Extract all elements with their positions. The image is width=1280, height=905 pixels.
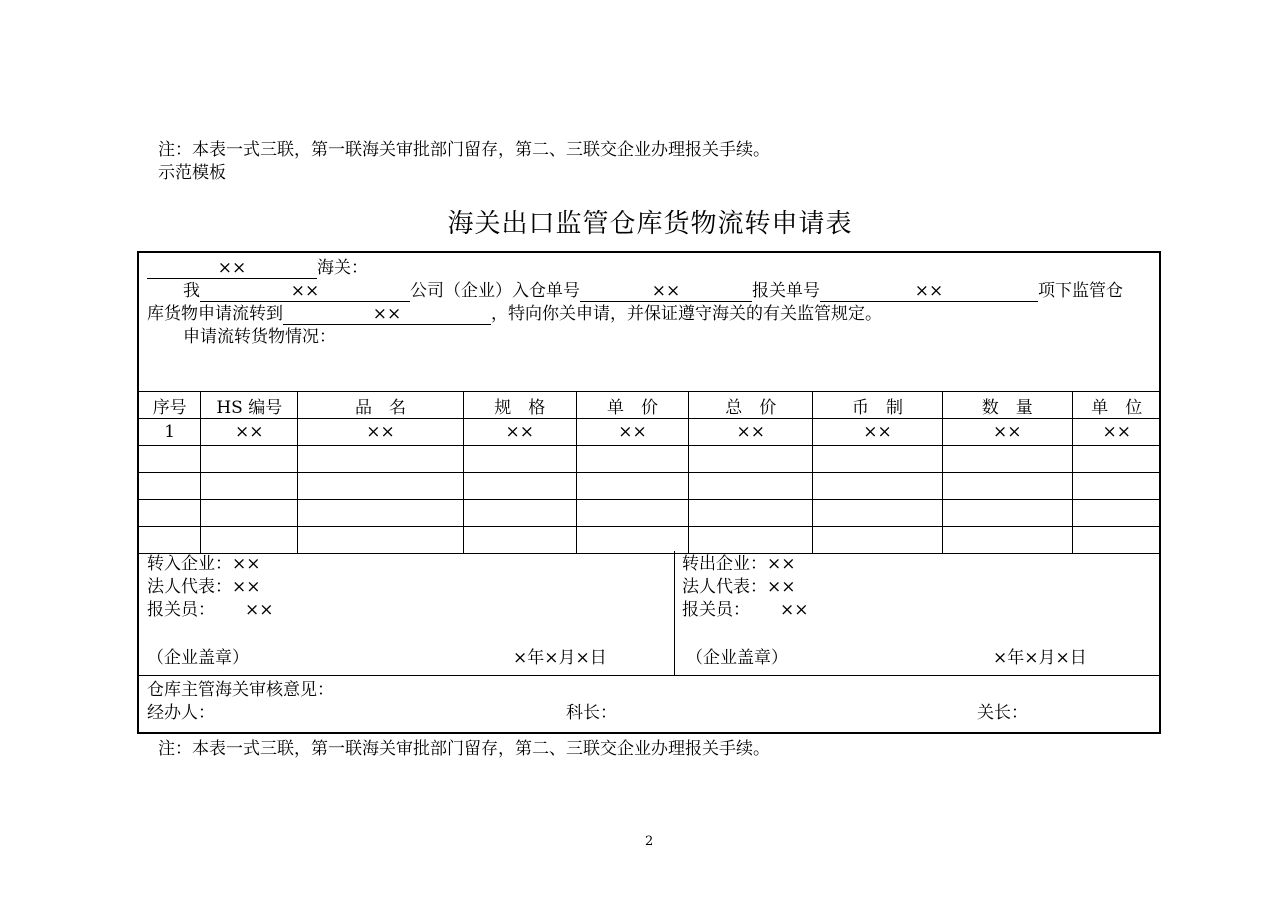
table-cell [463,527,576,554]
table-cell [942,527,1072,554]
table-cell [1072,473,1161,500]
table-row [139,527,1161,554]
header-cell: 币 制 [813,392,943,419]
table-cell [1072,527,1161,554]
table-cell [139,446,201,473]
transfer-out-broker [682,599,809,621]
page-number: 2 [645,834,654,849]
table-row [139,419,1161,446]
table-cell [298,527,464,554]
table-cell [139,527,201,554]
table-row [139,473,1161,500]
header-cell: 序号 [139,392,201,419]
table-cell: ×× [463,419,576,446]
transfer-out-legal-label: 法人代表： [682,577,767,597]
transfer-in-broker [147,599,274,621]
table-cell [689,500,813,527]
table-cell [689,446,813,473]
header-cell: 单 价 [576,392,689,419]
customs-suffix: 海关： [317,258,368,278]
table-cell [576,446,689,473]
item-text: 项下监管仓 [1038,281,1123,301]
header-cell: 规 格 [463,392,576,419]
transfer-out-date: ×年×月×日 [993,648,1087,668]
bottom-note: 注：本表一式三联，第一联海关审批部门留存，第二、三联交企业办理报关手续。 [158,739,770,759]
transfer-in-company-label: 转入企业： [147,554,232,574]
transfer-in-company-value: ×× [232,554,261,574]
template-label: 示范模板 [158,163,226,183]
section-chief-label: 科长： [566,703,617,723]
transfer-in-broker-label: 报关员： [147,600,215,620]
table-cell [463,473,576,500]
table-cell [1072,446,1161,473]
director-label: 关长： [977,703,1028,723]
table-cell [813,446,943,473]
table-cell [689,527,813,554]
table-cell: 1 [139,419,201,446]
form-title: 海关出口监管仓库货物流转申请表 [447,209,853,239]
table-cell: ×× [942,419,1072,446]
declaration-text: 报关单号 [752,281,820,301]
table-cell: ×× [298,419,464,446]
transfer-in-company [147,553,261,575]
transfer-in-date: ×年×月×日 [513,648,607,668]
table-cell [689,473,813,500]
transfer-out-legal-value: ×× [767,577,796,597]
table-cell [813,527,943,554]
table-cell [576,527,689,554]
transfer-out-broker-value: ×× [780,600,809,620]
table-cell [463,500,576,527]
table-cell [1072,500,1161,527]
table-cell [201,527,298,554]
table-row [139,500,1161,527]
review-divider [139,675,1161,676]
handler-label: 经办人： [147,703,215,723]
table-cell [298,473,464,500]
table-cell [942,446,1072,473]
table-cell [201,446,298,473]
entry-no-value: ×× [580,281,752,302]
company-text: 公司（企业）入仓单号 [410,281,580,301]
header-cell: HS 编号 [201,392,298,419]
customs-line [147,257,368,279]
table-cell: ×× [689,419,813,446]
table-cell: ×× [201,419,298,446]
header-cell: 单 位 [1072,392,1161,419]
table-row [139,446,1161,473]
table-cell: ×× [1072,419,1161,446]
customs-value: ×× [147,258,317,279]
company-value: ×× [200,281,410,302]
destination-line [147,303,882,325]
table-cell [813,500,943,527]
table-cell: ×× [576,419,689,446]
table-cell [201,500,298,527]
table-cell [942,473,1072,500]
header-cell: 品 名 [298,392,464,419]
transfer-out-company-value: ×× [767,554,796,574]
header-cell: 总 价 [689,392,813,419]
goods-table [139,391,1161,554]
goods-label: 申请流转货物情况： [183,327,336,347]
table-cell: ×× [813,419,943,446]
company-line [183,280,1123,302]
transfer-in-seal: （企业盖章） [147,648,249,668]
signature-divider [674,551,675,675]
transfer-in-legal-value: ×× [232,577,261,597]
transfer-in-broker-value: ×× [245,600,274,620]
transfer-out-broker-label: 报关员： [682,600,750,620]
review-label: 仓库主管海关审核意见： [147,680,334,700]
top-note: 注：本表一式三联，第一联海关审批部门留存，第二、三联交企业办理报关手续。 [158,140,770,160]
line3-prefix: 库货物申请流转到 [147,304,283,324]
destination-value: ×× [283,304,491,325]
transfer-in-legal-label: 法人代表： [147,577,232,597]
application-form [137,251,1161,734]
table-cell [298,500,464,527]
table-cell [576,500,689,527]
table-cell [201,473,298,500]
table-cell [139,500,201,527]
table-cell [463,446,576,473]
table-cell [576,473,689,500]
header-cell: 数 量 [942,392,1072,419]
transfer-out-legal [682,576,796,598]
table-cell [942,500,1072,527]
wo-text: 我 [183,281,200,301]
table-cell [813,473,943,500]
transfer-out-seal: （企业盖章） [686,648,788,668]
table-header-row [139,392,1161,419]
transfer-out-company [682,553,796,575]
table-cell [298,446,464,473]
transfer-in-legal [147,576,261,598]
line3-suffix: ，特向你关申请，并保证遵守海关的有关监管规定。 [491,304,882,324]
declaration-value: ×× [820,281,1038,302]
table-cell [139,473,201,500]
transfer-out-company-label: 转出企业： [682,554,767,574]
